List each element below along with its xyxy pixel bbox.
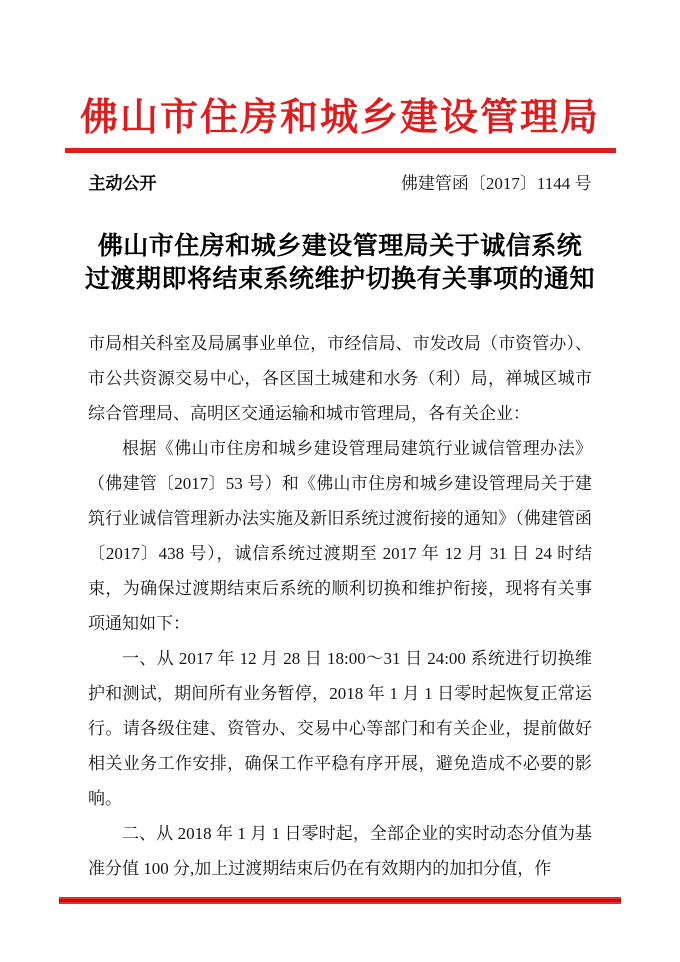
paragraph-item-2: 二、从 2018 年 1 月 1 日零时起，全部企业的实时动态分值为基准分值 100 分,加上过渡期结束后仍在有效期内的加扣分值，作 — [88, 824, 592, 878]
paragraph-addressees: 市局相关科室及局属事业单位，市经信局、市发改局（市资管办）、市公共资源交易中心，各区国土城建和水务（利）局，禅城区城市综合管理局、高明区交通运输和城市管理局，各有关企业： — [88, 334, 592, 423]
doc-title-line2: 过渡期即将结束系统维护切换有关事项的通知 — [84, 266, 595, 293]
header-divider — [65, 148, 616, 153]
paragraph-item-1: 一、从 2017 年 12 月 28 日 18:00～31 日 24:00 系统进行切换维护和测试，期间所有业务暂停，2018 年 1 月 1 日零时起恢复正常运行。请各级住建、资管办、交易中心等部门和有关企业，提前做好相关业务工作安排，确保工作平稳有序开展，避免造成不必要的影响。 — [88, 649, 592, 808]
doc-title-line1: 佛山市住房和城乡建设管理局关于诚信系统 — [97, 233, 583, 260]
footer-divider — [59, 897, 621, 904]
doc-body — [88, 326, 592, 886]
doc-title — [0, 230, 680, 296]
disclosure-label: 主动公开 — [88, 174, 157, 193]
paragraph-basis: 根据《佛山市住房和城乡建设管理局建筑行业诚信管理办法》（佛建管〔2017〕53 号）和《佛山市住房和城乡建设管理局关于建筑行业诚信管理新办法实施及新旧系统过渡衔接的通知》（佛建管函〔2017〕438 号），诚信系统过渡期至 2017 年 12 月 31 日 24 时结束，为确保过渡期结束后系统的顺利切换和维护衔接，现将有关事项通知如下： — [88, 439, 592, 633]
doc-info-row — [89, 169, 592, 194]
doc-number: 佛建管函〔2017〕1144 号 — [400, 174, 592, 193]
agency-header: 佛山市住房和城乡建设管理局 — [79, 97, 600, 139]
